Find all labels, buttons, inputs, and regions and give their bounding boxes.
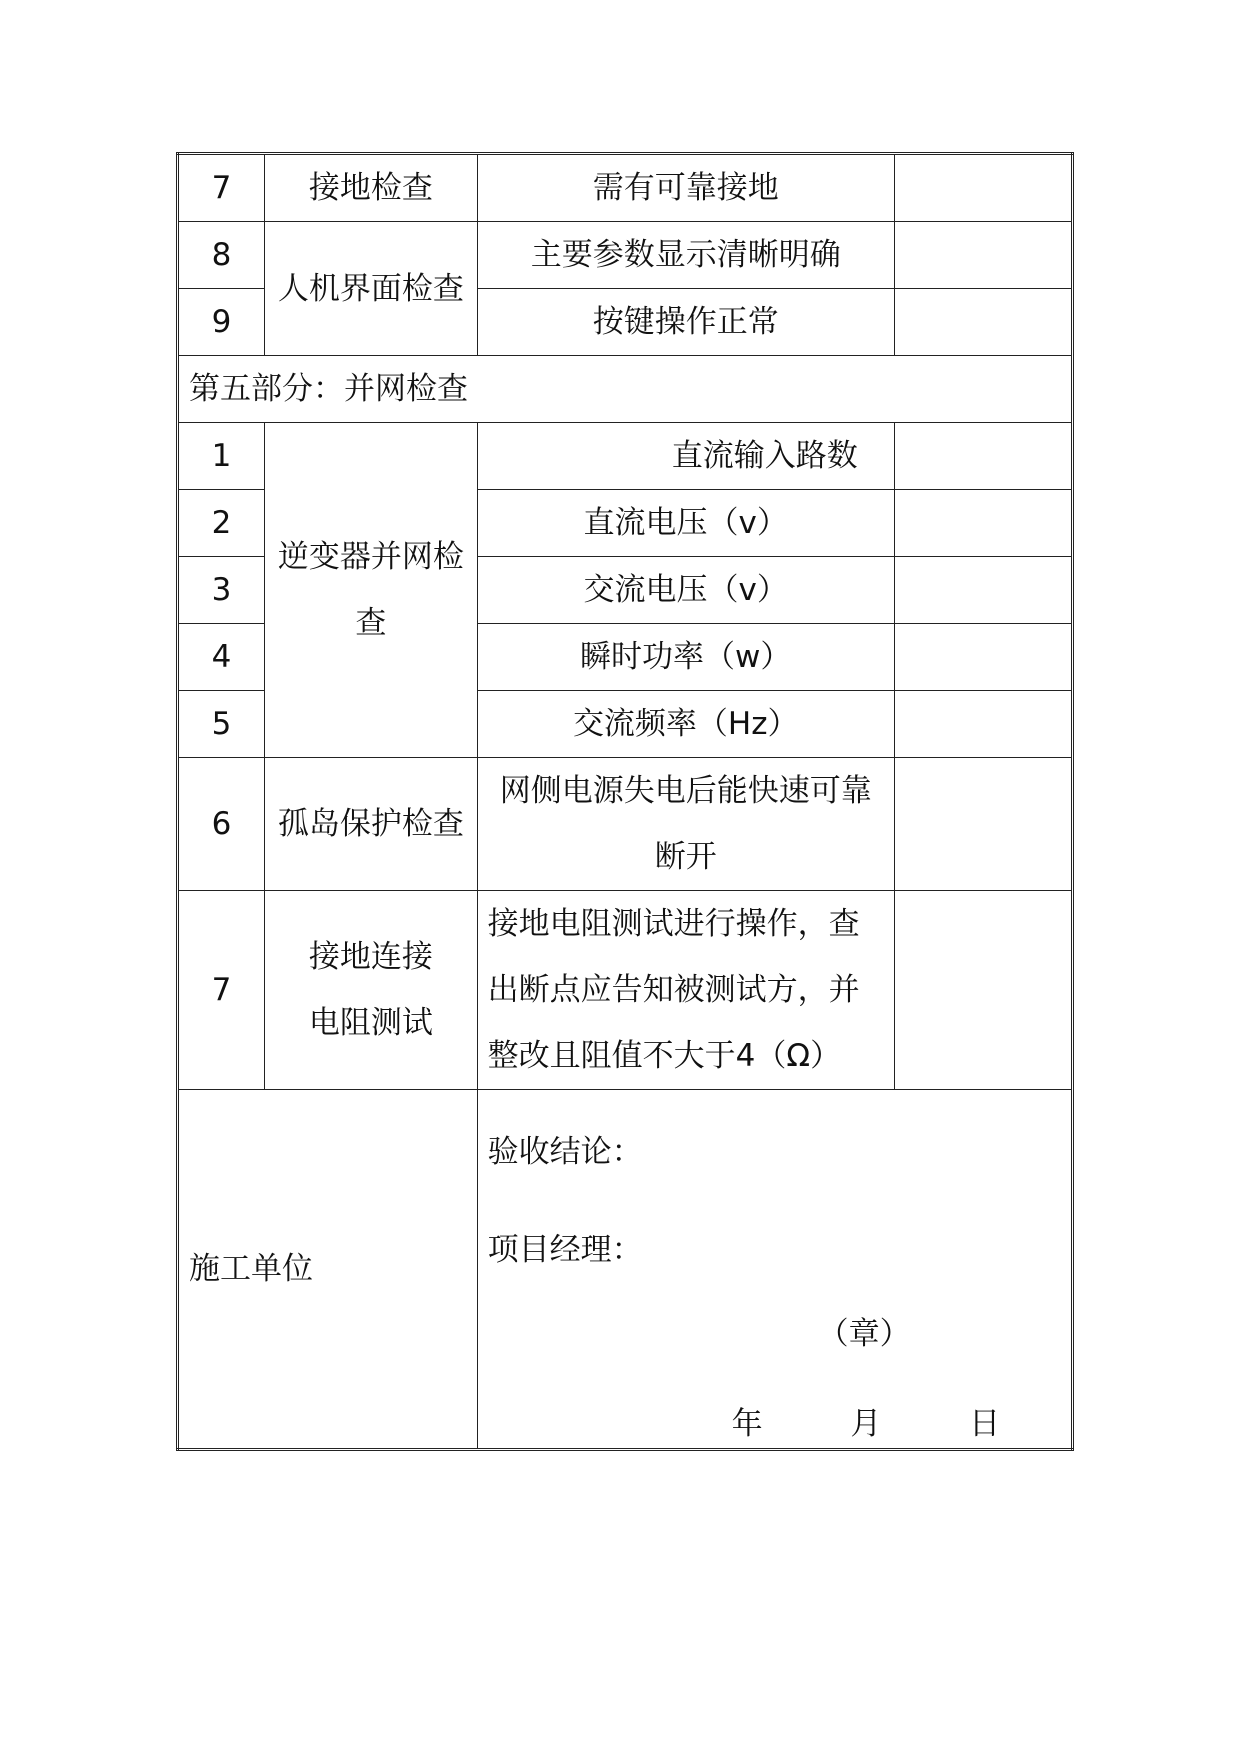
table-row	[178, 154, 1073, 222]
result-cell	[894, 154, 1072, 222]
check-requirement: 接地电阻测试进行操作，查出断点应告知被测试方，并整改且阻值不大于4（Ω）	[477, 891, 894, 1090]
project-manager-label: 项目经理：	[487, 1232, 643, 1268]
result-cell	[894, 289, 1072, 356]
check-requirement: 主要参数显示清晰明确	[477, 222, 894, 289]
result-cell	[894, 691, 1072, 758]
construction-unit-label: 施工单位	[178, 1090, 478, 1450]
row-number: 1	[178, 423, 265, 490]
year-label: 年	[731, 1406, 763, 1442]
result-cell	[894, 490, 1072, 557]
inspection-table	[176, 152, 1074, 1451]
row-number: 9	[178, 289, 265, 356]
check-item: 接地检查	[265, 154, 478, 222]
table-row	[178, 891, 1073, 1090]
month-label: 月	[850, 1406, 882, 1442]
result-cell	[894, 423, 1072, 490]
check-requirement: 直流电压（v）	[477, 490, 894, 557]
row-number: 5	[178, 691, 265, 758]
table-row	[178, 758, 1073, 891]
section-header-row	[178, 356, 1073, 423]
table-row	[178, 222, 1073, 289]
section-title: 第五部分：并网检查	[178, 356, 1073, 423]
row-number: 3	[178, 557, 265, 624]
check-item: 孤岛保护检查	[265, 758, 478, 891]
check-item: 人机界面检查	[265, 222, 478, 356]
row-number: 7	[178, 154, 265, 222]
row-number: 2	[178, 490, 265, 557]
row-number: 7	[178, 891, 265, 1090]
check-item: 接地连接电阻测试	[265, 891, 478, 1090]
date-line	[732, 1404, 1000, 1444]
check-item: 逆变器并网检查	[265, 423, 478, 758]
day-label: 日	[969, 1406, 1001, 1442]
check-requirement: 网侧电源失电后能快速可靠断开	[477, 758, 894, 891]
check-requirement: 交流频率（Hz）	[477, 691, 894, 758]
row-number: 6	[178, 758, 265, 891]
result-cell	[894, 557, 1072, 624]
result-cell	[894, 624, 1072, 691]
conclusion-cell	[477, 1090, 1072, 1450]
row-number: 4	[178, 624, 265, 691]
check-requirement: 按键操作正常	[477, 289, 894, 356]
check-requirement: 交流电压（v）	[477, 557, 894, 624]
check-requirement: 需有可靠接地	[477, 154, 894, 222]
result-cell	[894, 758, 1072, 891]
table-row	[178, 423, 1073, 490]
check-requirement: 直流输入路数	[477, 423, 894, 490]
row-number: 8	[178, 222, 265, 289]
seal-label: （章）	[817, 1316, 911, 1352]
footer-row	[178, 1090, 1073, 1450]
result-cell	[894, 222, 1072, 289]
result-cell	[894, 891, 1072, 1090]
check-requirement: 瞬时功率（w）	[477, 624, 894, 691]
conclusion-label: 验收结论：	[487, 1134, 643, 1170]
